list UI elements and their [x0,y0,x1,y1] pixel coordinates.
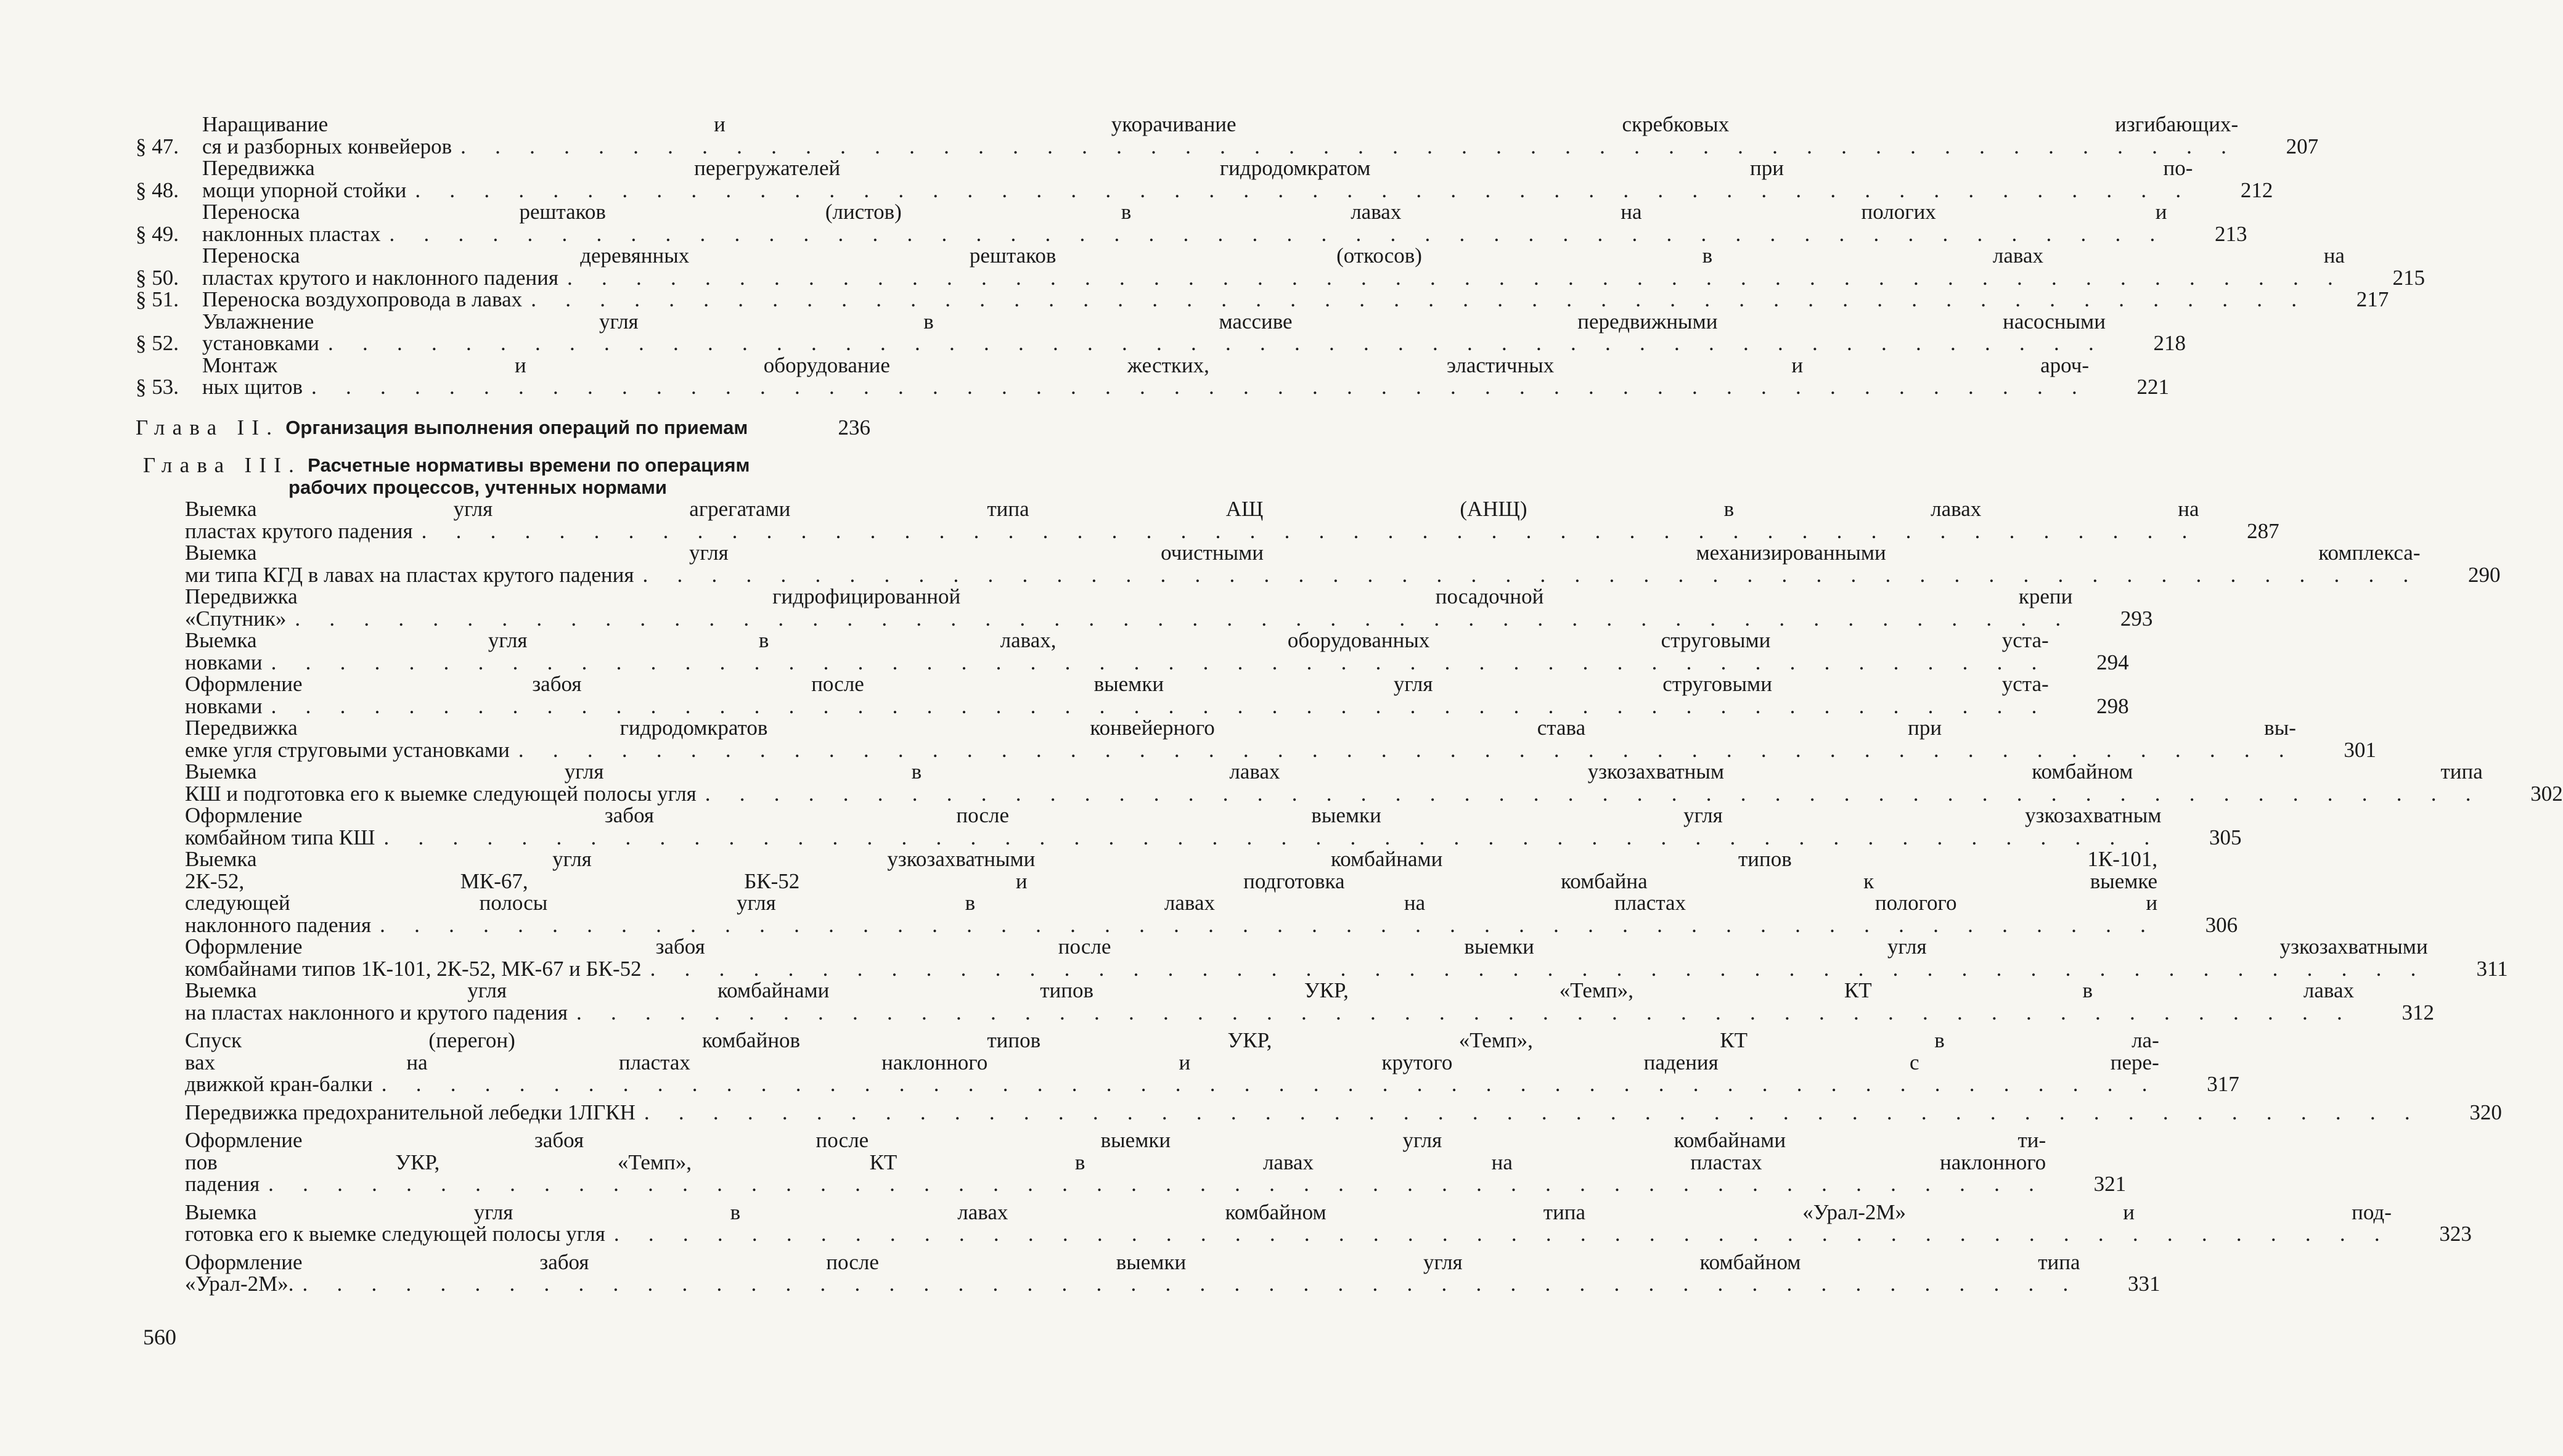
entry-title [185,586,2072,629]
entry-title-line: комбайнами типов 1К-101, 2К-52, МК-67 и БК-52 [185,956,642,981]
entry-title-last-line [185,608,2072,630]
entry-title-line: Передвижка предохранительной лебедки 1ЛГКН [185,1100,636,1124]
dot-leader: . . . . . . . . . . . . . . . . . . . . . . . . . . . . . . . . . . . . . . . . . . . . . . . . . . . . [460,134,2239,158]
section-number: § 51. [136,287,179,311]
entry-title [185,673,2049,717]
dot-leader: . . . . . . . . . . . . . . . . . . . . . . . . . . . . . . . . . . . . . . . . . . . . . . . . . . . . [421,518,2199,543]
entry-title-line: Выемка угля в лавах, оборудованных струговыми уста- [185,628,2049,652]
entry-page-number: 294 [2096,650,2129,674]
toc-section-entry [136,243,2425,290]
entry-page-number: 321 [2093,1172,2127,1196]
entry-title-line: ми типа КГД в лавах на пластах крутого падения [185,562,634,587]
dot-leader: . . . . . . . . . . . . . . . . . . . . . . . . . . . . . . . . . . . . . . . . . . . . . . . . . . . . [380,912,2158,937]
entry-title-line: новками [185,650,263,674]
entry-title-line: Выемка угля в лавах комбайном типа «Урал-2М» и под- [185,1200,2392,1224]
toc-section-entry [136,287,2389,311]
entry-title-line: Передвижка перегружателей гидродомкратом при по- [202,156,2193,180]
dot-leader: . . . . . . . . . . . . . . . . . . . . . . . . . . . . . . . . . . . . . . . . . . . . . . . . . . . . [302,1272,2080,1296]
entry-title [202,311,2106,354]
dot-leader: . . . . . . . . . . . . . . . . . . . . . . . . . . . . . . . . . . . . . . . . . . . . . . . . . . . . [566,265,2345,290]
entry-title-last-line [185,564,2421,586]
entry-page-number: 215 [2392,265,2425,290]
dot-leader: . . . . . . . . . . . . . . . . . . . . . . . . . . . . . . . . . . . . . . . . . . . . . . . . . . . . [327,331,2106,355]
entry-page-number: 293 [2120,606,2153,631]
entry-title-line: ся и разборных конвейеров [202,134,452,158]
entry-title [202,157,2193,201]
entry-title [185,936,2428,980]
entry-title-line: ных щитов [202,375,303,399]
entry-title-line: вах на пластах наклонного и крутого падения с пере- [185,1050,2159,1074]
dot-leader: . . . . . . . . . . . . . . . . . . . . . . . . . . . . . . . . . . . . . . . . . . . . . . . . . . . . [311,375,2090,399]
entry-title-line: Выемка угля комбайнами типов УКР, «Темп», КТ в лавах [185,978,2354,1002]
entry-page-number: 217 [2356,287,2389,311]
dot-leader: . . . . . . . . . . . . . . . . . . . . . . . . . . . . . . . . . . . . . . . . . . . . . . . . . . . . [650,956,2428,981]
entry-title [185,848,2157,936]
entry-page-number: 323 [2439,1222,2472,1246]
entry-title [202,288,2308,311]
section-number: § 47. [136,134,179,158]
toc-subentry [185,584,2153,631]
entry-title-line: Монтаж и оборудование жестких, эластичных и aроч- [202,353,2090,377]
section-number: § 53. [136,375,179,399]
chapter-3-title-line1: Расчетные нормативы времени по операциям [308,454,750,476]
entry-title-line: Переноска воздухопровода в лавах [202,287,523,311]
entry-title [185,761,2483,804]
entry-title-line: движкой кран-балки [185,1072,373,1096]
entry-title [185,980,2354,1023]
toc-section-entry [136,112,2319,158]
page-number: 560 [143,1325,176,1349]
entry-title-line: мощи упорной стойки [202,178,407,202]
chapter-3-title-line2: рабочих процессов, учтенных нормами [288,476,667,498]
dot-leader: . . . . . . . . . . . . . . . . . . . . . . . . . . . . . . . . . . . . . . . . . . . . . . . . . . . . [531,287,2309,311]
chapter-2-page: 236 [838,415,870,440]
entry-title-line: наклонных пластах [202,221,381,246]
entry-title-line: пластах крутого падения [185,518,413,543]
entry-page-number: 305 [2209,825,2242,849]
entry-title [185,1029,2159,1095]
entry-page-number: 317 [2207,1072,2239,1096]
entry-page-number: 287 [2247,518,2279,543]
entry-title-last-line [185,783,2483,805]
entry-title-last-line [202,136,2238,158]
entry-page-number: 331 [2128,1272,2160,1296]
dot-leader: . . . . . . . . . . . . . . . . . . . . . . . . . . . . . . . . . . . . . . . . . . . . . . . . . . . . [642,562,2421,587]
chapter-3-label: Глава III. [143,453,302,477]
toc-subentry [185,716,2376,762]
toc-subentry [185,978,2434,1025]
entry-title-last-line [202,223,2167,245]
toc-subentry [185,1100,2502,1124]
dot-leader: . . . . . . . . . . . . . . . . . . . . . . . . . . . . . . . . . . . . . . . . . . . . . . . . . . . . [271,693,2049,718]
entry-page-number: 302 [2530,781,2563,806]
toc-section-entry [136,309,2186,355]
entry-title-last-line [185,739,2296,761]
dot-leader: . . . . . . . . . . . . . . . . . . . . . . . . . . . . . . . . . . . . . . . . . . . . . . . . . . . . [381,1072,2159,1096]
entry-title-last-line [202,267,2345,289]
entry-title-last-line [185,1273,2080,1295]
entry-title-line: «Урал-2М». [185,1272,294,1296]
toc-subentry [185,541,2501,587]
entry-title-line: Переноска рештаков (листов) в лавах на пологих и [202,200,2167,224]
entry-title-line: установками [202,331,319,355]
entry-title [185,1102,2422,1124]
entry-title-line: Выемка угля очистными механизированными комплекса- [185,541,2421,565]
entry-title-line: пов УКР, «Темп», КТ в лавах на пластах наклонного [185,1150,2046,1174]
entry-title-line: Выемка угля агрегатами типа АЩ (АНЩ) в лавах на [185,497,2199,521]
toc-subentry [185,672,2129,718]
entry-title [185,1201,2392,1245]
entry-title [202,201,2167,245]
entry-title-last-line [185,652,2049,674]
chapter-3-entries [136,497,2563,1296]
dot-leader: . . . . . . . . . . . . . . . . . . . . . . . . . . . . . . . . . . . . . . . . . . . . . . . . . . . . [576,1000,2354,1025]
toc-section-entry [136,200,2247,246]
entry-page-number: 213 [2215,221,2247,246]
entry-page-number: 301 [2344,737,2376,762]
entry-page-number: 221 [2136,375,2170,399]
dot-leader: . . . . . . . . . . . . . . . . . . . . . . . . . . . . . . . . . . . . . . . . . . . . . . . . . . . . [268,1172,2046,1196]
toc-subentry [185,847,2238,937]
toc-subentry [185,497,2279,543]
section-number: § 50. [136,265,179,290]
dot-leader: . . . . . . . . . . . . . . . . . . . . . . . . . . . . . . . . . . . . . . . . . . . . . . . . . . . . [415,178,2193,202]
entry-title-line: на пластах наклонного и крутого падения [185,1000,568,1025]
entry-title [185,542,2421,586]
toc-section-entry [136,156,2273,202]
entry-title [185,717,2296,761]
entry-title-line: Оформление забоя после выемки угля струговыми уста- [185,672,2049,696]
entry-page-number: 290 [2468,562,2501,587]
entry-page-number: 212 [2240,178,2273,202]
toc-subentry [185,803,2242,849]
chapter-2-title: Организация выполнения операций по приемам [285,416,748,438]
entry-page-number: 306 [2205,912,2238,937]
section-number: § 49. [136,221,179,246]
entry-title-last-line [185,1173,2046,1195]
dot-leader: . . . . . . . . . . . . . . . . . . . . . . . . . . . . . . . . . . . . . . . . . . . . . . . . . . . . [613,1222,2392,1246]
entry-title-last-line [185,1002,2354,1024]
entry-title-last-line [202,288,2308,311]
entry-title-last-line [185,1102,2422,1124]
entry-title [185,498,2199,542]
entry-title-line: падения [185,1172,260,1196]
entry-title [185,1251,2080,1295]
toc-subentry [185,628,2129,674]
dot-leader: . . . . . . . . . . . . . . . . . . . . . . . . . . . . . . . . . . . . . . . . . . . . . . . . . . . . [705,781,2483,806]
entry-title-line: готовка его к выемке следующей полосы угля [185,1222,605,1246]
entry-title-line: следующей полосы угля в лавах на пластах пологого и [185,891,2158,915]
entry-title-line: емке угля струговыми установками [185,737,510,762]
entry-title-line: наклонного падения [185,912,372,937]
dot-leader: . . . . . . . . . . . . . . . . . . . . . . . . . . . . . . . . . . . . . . . . . . . . . . . . . . . . [383,825,2162,849]
dot-leader: . . . . . . . . . . . . . . . . . . . . . . . . . . . . . . . . . . . . . . . . . . . . . . . . . . . . [644,1100,2422,1124]
entry-title-last-line [185,1073,2159,1095]
dot-leader: . . . . . . . . . . . . . . . . . . . . . . . . . . . . . . . . . . . . . . . . . . . . . . . . . . . . [389,221,2167,246]
entry-title-last-line [185,695,2049,718]
entry-title-line: комбайном типа КШ [185,825,375,849]
entry-title-line: Оформление забоя после выемки угля узкозахватным [185,803,2162,827]
entry-title-line: «Спутник» [185,606,287,631]
entry-title [185,1129,2046,1195]
dot-leader: . . . . . . . . . . . . . . . . . . . . . . . . . . . . . . . . . . . . . . . . . . . . . . . . . . . . [295,606,2073,631]
toc-subentry [185,1028,2239,1096]
entry-page-number: 218 [2153,331,2186,355]
toc-section-entry [136,353,2170,399]
entry-page-number: 312 [2402,1000,2434,1025]
entry-title [202,113,2238,157]
entry-title-last-line [185,914,2157,936]
entry-title-last-line [185,827,2161,849]
entry-title-last-line [202,179,2193,202]
entry-title-line: Передвижка гидродомкратов конвейерного става при вы- [185,716,2296,740]
entry-title-line: новками [185,693,263,718]
chapter-3-heading [136,454,875,498]
section-list [136,112,2425,399]
entry-title-line: Увлажнение угля в массиве передвижными насосными [202,309,2106,333]
toc-subentry [185,1249,2160,1296]
entry-title-line: КШ и подготовка его к выемке следующей полосы угля [185,781,697,806]
entry-title-line: 2К-52, МК-67, БК-52 и подготовка комбайна к выемке [185,869,2158,893]
chapter-2-label: Глава II. [136,415,280,440]
entry-title-last-line [185,958,2428,980]
entry-title-line: Оформление забоя после выемки угля комбайнами ти- [185,1128,2046,1152]
entry-title [202,354,2089,398]
entry-page-number: 311 [2476,956,2508,981]
entry-title-last-line [202,376,2089,398]
entry-title-line: Оформление забоя после выемки угля узкозахватными [185,935,2428,959]
dot-leader: . . . . . . . . . . . . . . . . . . . . . . . . . . . . . . . . . . . . . . . . . . . . . . . . . . . . [518,737,2296,762]
chapter-2-heading [136,417,875,439]
entry-title-line: Выемка угля в лавах узкозахватным комбайном типа [185,759,2483,783]
table-of-contents [136,112,2563,1296]
entry-title [185,629,2049,673]
toc-subentry [185,759,2563,806]
entry-page-number: 320 [2469,1100,2502,1124]
entry-title-last-line [185,1223,2392,1245]
section-number: § 48. [136,178,179,202]
entry-title-line: Оформление забоя после выемки угля комбайном типа [185,1249,2080,1274]
entry-title-last-line [202,332,2106,354]
entry-title-line: Выемка угля узкозахватными комбайнами типов 1К-101, [185,847,2158,871]
entry-title [202,245,2345,288]
toc-subentry [185,1128,2127,1196]
entry-page-number: 298 [2096,693,2129,718]
section-number: § 52. [136,331,179,355]
entry-title-line: пластах крутого и наклонного падения [202,265,558,290]
dot-leader: . . . . . . . . . . . . . . . . . . . . . . . . . . . . . . . . . . . . . . . . . . . . . . . . . . . . [271,650,2049,674]
entry-title [185,804,2161,848]
entry-title-line: Переноска деревянных рештаков (откосов) в лавах на [202,243,2345,268]
entry-page-number: 207 [2286,134,2319,158]
entry-title-last-line [185,520,2199,542]
entry-title-line: Спуск (перегон) комбайнов типов УКР, «Темп», КТ в ла- [185,1028,2159,1052]
toc-subentry [185,935,2508,981]
entry-title-line: Наращивание и укорачивание скребковых изгибающих- [202,112,2239,136]
toc-subentry [185,1200,2472,1246]
entry-title-line: Передвижка гидрофицированной посадочной крепи [185,584,2073,608]
